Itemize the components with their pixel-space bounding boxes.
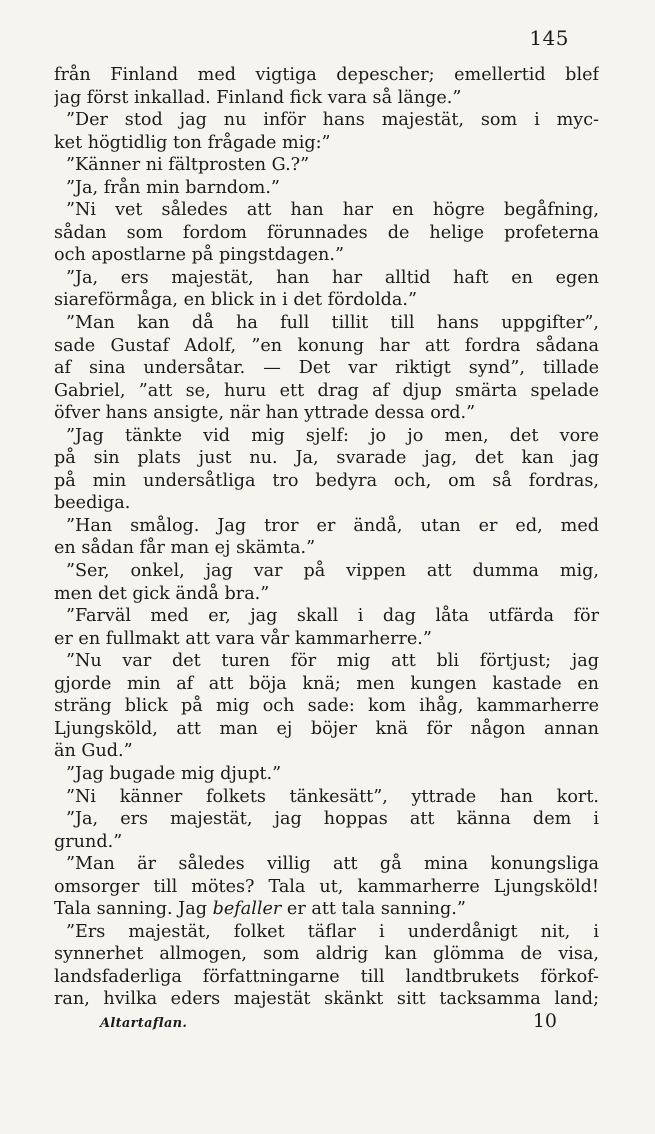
text-line: ”Man kan då ha full tillit till hans uppgifter”, [66, 313, 599, 334]
text-line: men det gick ändå bra.” [54, 583, 270, 604]
text-line: ran, hvilka eders majestät skänkt sitt tacksamma land; [54, 989, 599, 1010]
text-line: och apostlarne på pingstdagen.” [54, 245, 344, 266]
text-line: af sina undersåtar. — Det var riktigt synd”, tillade [54, 358, 599, 379]
text-line: grund.” [54, 831, 123, 852]
text-line: ”Ser, onkel, jag var på vippen att dumma mig, [66, 561, 599, 582]
text-line: ”Nu var det turen för mig att bli förtjust; jag [66, 651, 599, 672]
text-line: ”Farväl med er, jag skall i dag låta utfärda för [66, 606, 599, 627]
text-line: ”Der stod jag nu inför hans majestät, som i myc- [66, 110, 599, 131]
text-line: Ljungsköld, att man ej böjer knä för någon annan [54, 718, 599, 739]
text-line: ”Jag tänkte vid mig sjelf: jo jo men, det vore [66, 425, 599, 446]
text-line: synnerhet allmogen, som aldrig kan glömma de visa, [54, 944, 599, 965]
text-line: sådan som fordom förunnades de helige profeterna [54, 222, 599, 243]
text-line: beediga. [54, 493, 131, 514]
page-number: 145 [529, 26, 569, 50]
text-line: en sådan får man ej skämta.” [54, 538, 316, 559]
text-line: ”Han smålog. Jag tror er ändå, utan er ed, med [66, 515, 599, 536]
text-line: från Finland med vigtiga depescher; emellertid blef [54, 65, 599, 85]
text-line: jag först inkallad. Finland fick vara så länge.” [54, 87, 462, 108]
text-line: på min undersåtliga tro bedyra och, om så fordras, [54, 470, 599, 491]
text-line: ”Ja, från min barndom.” [66, 177, 280, 198]
text-line: gjorde min af att böja knä; men kungen kastade en [54, 673, 599, 694]
signature-mark: Altartaflan. [100, 1016, 188, 1031]
text-line: än Gud.” [54, 741, 133, 762]
text-line: ”Ja, ers majestät, han har alltid haft en egen [66, 267, 599, 288]
text-line: ”Ni vet således att han har en högre begåfning, [66, 200, 599, 221]
text-line: ”Känner ni fältprosten G.?” [66, 155, 310, 176]
text-line: ”Ja, ers majestät, jag hoppas att känna dem i [66, 809, 599, 830]
text-line: Gabriel, ”att se, huru ett drag af djup smärta spelade [54, 380, 599, 401]
text-segment: er att tala sanning.” [281, 899, 466, 920]
text-line: er en fullmakt att vara vår kammarherre.” [54, 628, 432, 649]
text-line [54, 898, 599, 921]
text-line: ”Ers majestät, folket täflar i underdånigt nit, i [66, 921, 599, 942]
text-line: sade Gustaf Adolf, ”en konung har att fordra sådana [54, 335, 599, 356]
text-segment: Tala sanning. Jag [54, 899, 213, 920]
text-line: landsfaderliga författningarne till landtbrukets förkof- [54, 966, 599, 987]
text-line: ”Ni känner folkets tänkesätt”, yttrade han kort. [66, 786, 599, 807]
page-footer [100, 1010, 557, 1032]
body-text [54, 64, 599, 1011]
text-line: öfver hans ansigte, när han yttrade dessa ord.” [54, 403, 476, 424]
text-line: ket högtidlig ton frågade mig:” [54, 132, 331, 153]
text-line: ”Man är således villig att gå mina konungsliga [66, 854, 599, 875]
text-line: omsorger till mötes? Tala ut, kammarherre Ljungsköld! [54, 876, 599, 897]
text-line: ”Jag bugade mig djupt.” [66, 763, 282, 784]
text-line: på sin plats just nu. Ja, svarade jag, det kan jag [54, 448, 599, 469]
sheet-number: 10 [532, 1010, 557, 1032]
text-line: sträng blick på mig och sade: kom ihåg, kammarherre [54, 696, 599, 717]
text-line: siareförmåga, en blick in i det fördolda.” [54, 290, 417, 311]
emphasized-word: befaller [212, 899, 282, 920]
